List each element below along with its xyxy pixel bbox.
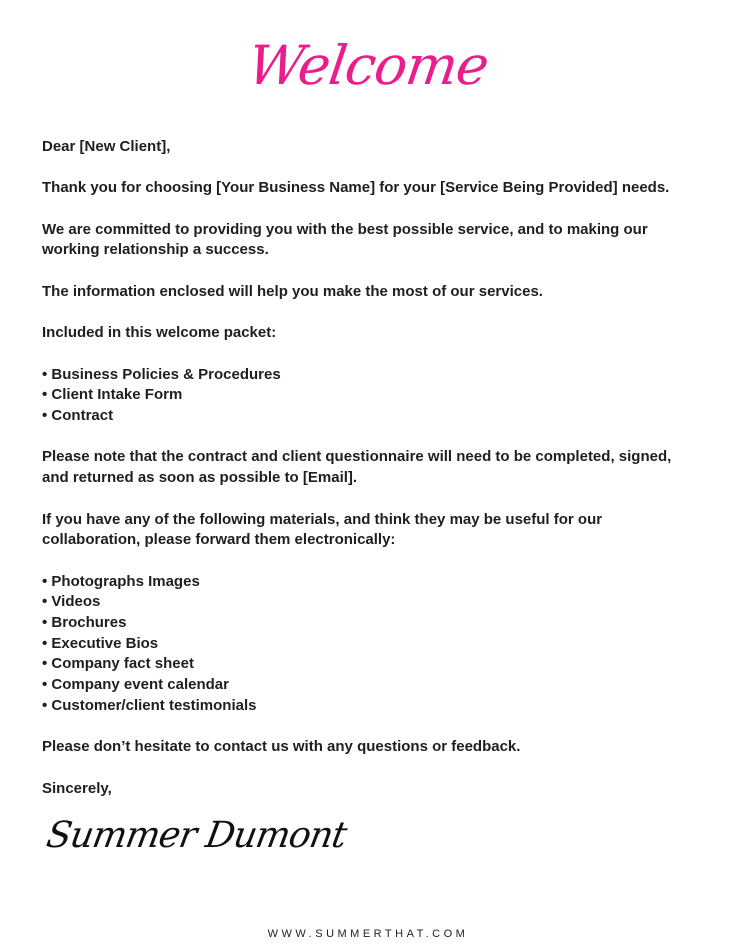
list-item: • Customer/client testimonials [42, 696, 692, 717]
packet-list [42, 365, 692, 427]
list-item: • Client Intake Form [42, 385, 692, 406]
list-item: • Company event calendar [42, 675, 692, 696]
included-heading: Included in this welcome packet: [42, 324, 277, 342]
signature: Summer Dumont [43, 815, 350, 856]
list-item: • Photographs Images [42, 572, 692, 593]
salutation: Dear [New Client], [42, 138, 171, 155]
thanks-paragraph: Thank you for choosing [Your Business Name] for your [Service Being Provided] needs. [42, 179, 670, 197]
list-item: • Videos [42, 592, 692, 613]
list-item: • Executive Bios [42, 634, 692, 655]
footer-url: WWW.SUMMERTHAT.COM [267, 928, 469, 940]
info-paragraph: The information enclosed will help you make the most of our services. [42, 282, 543, 300]
contract-note-paragraph: Please note that the contract and client questionnaire will need to be completed, signed, and returned as soon as possible to [Email]. [42, 448, 672, 487]
materials-intro-paragraph: If you have any of the following materials, and think they may be useful for our collaboration, please forward them electronically: [42, 510, 603, 549]
list-item: • Business Policies & Procedures [42, 365, 692, 386]
welcome-title: Welcome [244, 34, 493, 97]
commitment-paragraph: We are committed to providing you with the best possible service, and to making our working relationship a success. [42, 220, 648, 259]
list-item: • Contract [42, 406, 692, 427]
contact-paragraph: Please don’t hesitate to contact us with any questions or feedback. [42, 738, 521, 756]
list-item: • Company fact sheet [42, 654, 692, 675]
list-item: • Brochures [42, 613, 692, 634]
closing: Sincerely, [42, 779, 112, 797]
letter-body [42, 137, 692, 820]
materials-list [42, 572, 692, 717]
